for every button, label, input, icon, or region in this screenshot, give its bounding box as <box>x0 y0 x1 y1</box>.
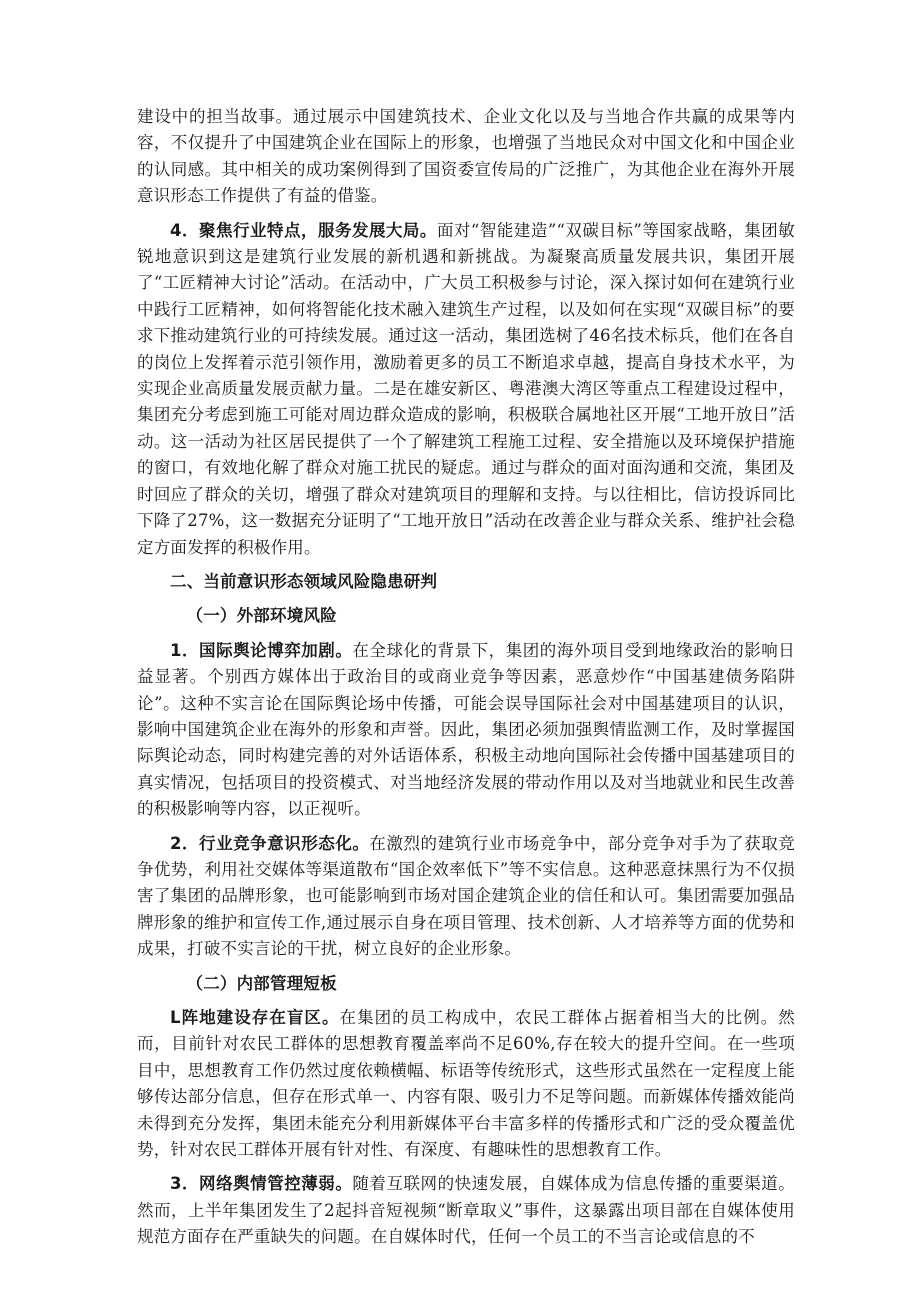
paragraph-text: 在集团的员工构成中，农民工群体占据着相当大的比例。然而，目前针对农民工群体的思想教育覆盖率尚不足60%,存在较大的提升空间。在一些项目中，思想教育工作仍然过度依赖横幅、标语等传统形式，这些形式虽然在一定程度上能够传达部分信息，但存在形式单一、内容有限、吸引力不足等问题。而新媒体传播效能尚未得到充分发挥，集团未能充分利用新媒体平台丰富多样的传播形式和广泛的受众覆盖优势，针对农民工群体开展有针对性、有深度、有趣味性的思想教育工作。 <box>137 1008 796 1160</box>
subsection-heading-external: （一）外部环境风险 <box>186 606 337 626</box>
paragraph-lead: 2．行业竞争意识形态化。 <box>170 833 370 853</box>
paragraph-lead: 3．网络舆情管控薄弱。 <box>170 1174 353 1194</box>
paragraph-online-opinion <box>137 1171 795 1250</box>
paragraph-industry-focus <box>137 218 795 561</box>
paragraph-text: 面对“智能建造”“双碳目标”等国家战略，集团敏锐地意识到这是建筑行业发展的新机遇和新挑战。为凝聚高质量发展共识，集团开展了“工匠精神大讨论”活动。在活动中，广大员工积极参与讨论，深入探讨如何在建筑行业中践行工匠精神，如何将智能化技术融入建筑生产过程，以及如何在实现“双碳目标”的要求下推动建筑行业的可持续发展。通过这一活动，集团选树了46名技术标兵，他们在各自的岗位上发挥着示范引领作用，激励着更多的员工不断追求卓越，提高自身技术水平，为实现企业高质量发展贡献力量。二是在雄安新区、粤港澳大湾区等重点工程建设过程中，集团充分考虑到施工可能对周边群众造成的影响，积极联合属地社区开展“工地开放日”活动。这一活动为社区居民提供了一个了解建筑工程施工过程、安全措施以及环境保护措施的窗口，有效地化解了群众对施工扰民的疑虑。通过与群众的面对面沟通和交流，集团及时回应了群众的关切，增强了群众对建筑项目的理解和支持。与以往相比，信访投诉同比下降了27%，这一数据充分证明了“工地开放日”活动在改善企业与群众关系、维护社会稳定方面发挥的积极作用。 <box>137 220 796 557</box>
paragraph-text: 建设中的担当故事。通过展示中国建筑技术、企业文化以及与当地合作共赢的成果等内容，不仅提升了中国建筑企业在国际上的形象，也增强了当地民众对中国文化和中国企业的认同感。其中相关的成功案例得到了国资委宣传局的广泛推广，为其他企业在海外开展意识形态工作提供了有益的借鉴。 <box>137 107 795 206</box>
paragraph-text: 在激烈的建筑行业市场竞争中，部分竞争对手为了获取竞争优势，利用社交媒体等渠道散布“国企效率低下”等不实信息。这种恶意抹黑行为不仅损害了集团的品牌形象，也可能影响到市场对国企建筑企业的信任和认可。集团需要加强品牌形象的维护和宣传工作,通过展示自身在项目管理、技术创新、人才培养等方面的优势和成果，打破不实言论的干扰，树立良好的企业形象。 <box>137 833 795 959</box>
paragraph-text: 在全球化的背景下，集团的海外项目受到地缘政治的影响日益显著。个别西方媒体出于政治目的或商业竞争等因素，恶意炒作“中国基建债务陷阱论”。这种不实言论在国际舆论场中传播，可能会误导国际社会对中国基建项目的认识，影响中国建筑企业在海外的形象和声誉。因此，集团必须加强舆情监测工作，及时掌握国际舆论动态，同时构建完善的对外话语体系，积极主动地向国际社会传播中国基建项目的真实情况，包括项目的投资模式、对当地经济发展的带动作用以及对当地就业和民生改善的积极影响等内容，以正视听。 <box>137 640 795 819</box>
paragraph-lead: 4．聚焦行业特点，服务发展大局。 <box>170 220 437 240</box>
paragraph-position-building <box>137 1005 795 1163</box>
subsection-heading-internal: （二）内部管理短板 <box>186 973 337 993</box>
paragraph-continuation <box>137 104 795 210</box>
paragraph-lead: L阵地建设存在盲区。 <box>170 1008 340 1027</box>
document-page <box>137 104 795 1259</box>
paragraph-international-opinion <box>137 638 795 823</box>
paragraph-industry-competition <box>137 831 795 963</box>
section-heading: 二、当前意识形态领域风险隐患研判 <box>170 571 438 591</box>
paragraph-lead: 1．国际舆论博弈加剧。 <box>170 640 353 660</box>
paragraph-text: 随着互联网的快速发展，自媒体成为信息传播的重要渠道。然而，上半年集团发生了2起抖音短视频“断章取义”事件，这暴露出项目部在自媒体使用规范方面存在严重缺失的问题。在自媒体时代，任何一个员工的不当言论或信息的不 <box>137 1174 795 1247</box>
